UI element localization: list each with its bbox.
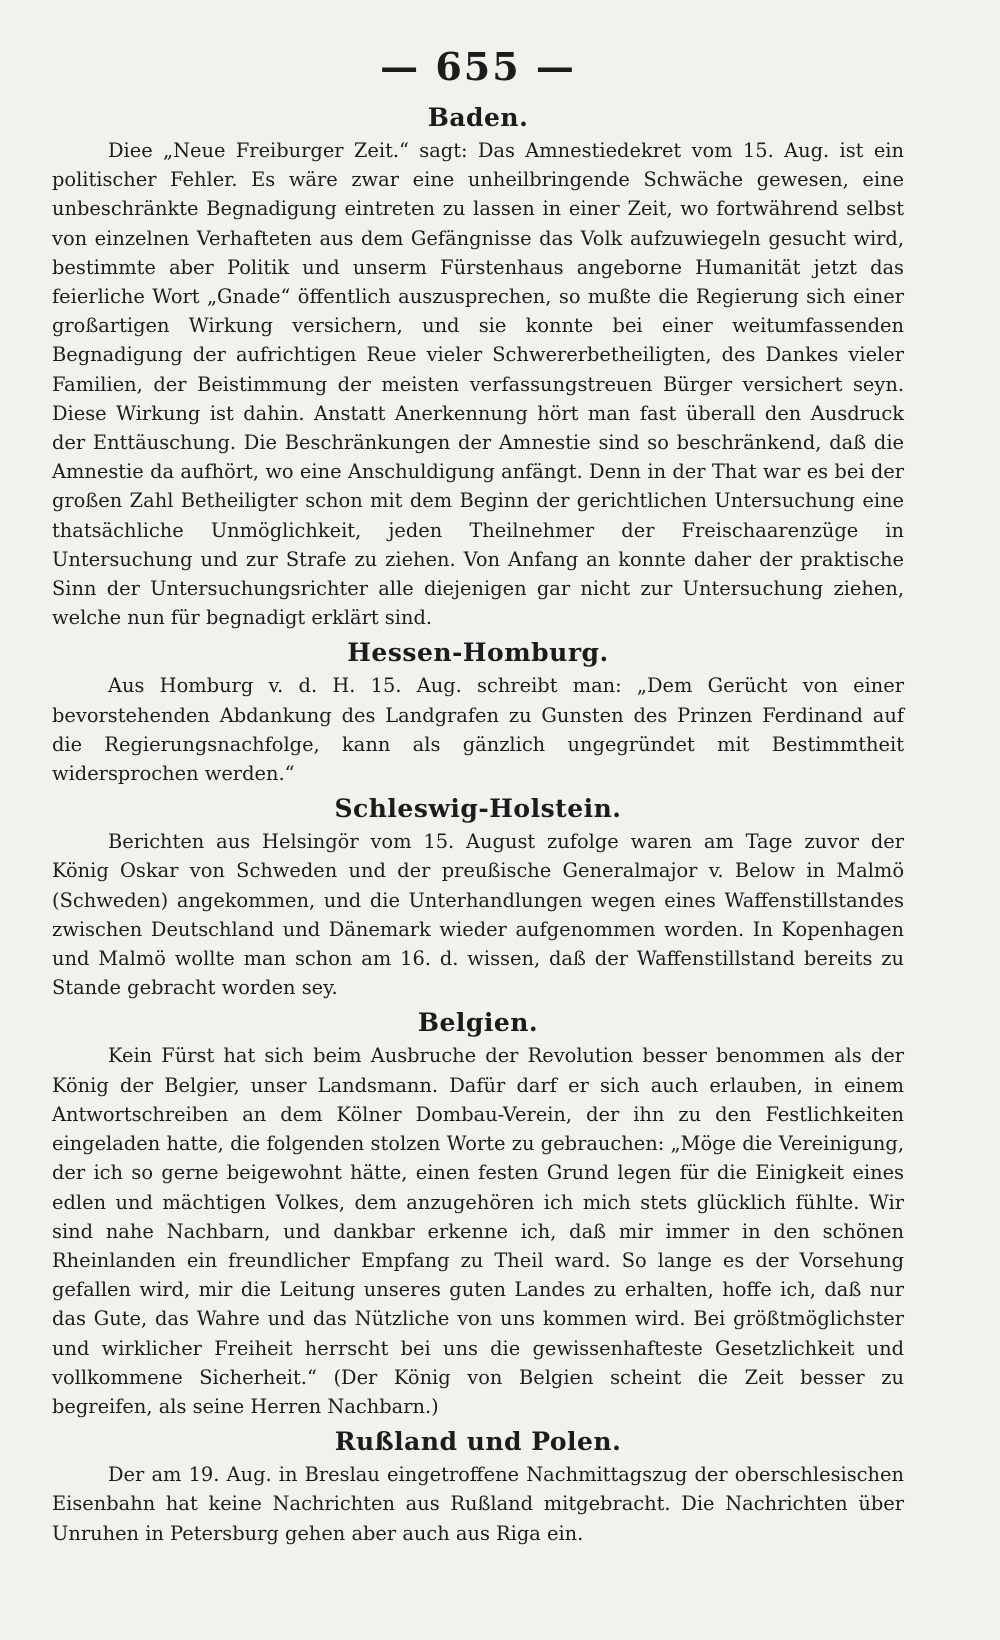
article-paragraph: Der am 19. Aug. in Breslau eingetroffene Nachmittagszug der oberschlesischen Eisenbahn hat keine Nachrichten aus Rußland mitgebracht. Die Nachrichten über Unruhen in Petersburg gehen aber auch aus Riga ein.	[52, 1463, 904, 1545]
article-paragraph: Kein Fürst hat sich beim Ausbruche der Revolution besser benommen als der König der Belgier, unser Landsmann. Dafür darf er sich auch erlauben, in einem Antwortschreiben an dem Kölner Dombau-Verein, der ihn zu den Festlichkeiten eingeladen hatte, die folgenden stolzen Worte zu gebrauchen: „Möge die Vereinigung, der ich so gerne beigewohnt hätte, einen festen Grund legen für die Einigkeit eines edlen und mächtigen Volkes, dem anzugehören ich mich stets glücklich fühlte. Wir sind nahe Nachbarn, und dankbar erkenne ich, daß mir immer in den schönen Rheinlanden ein freundlicher Empfang zu Theil ward. So lange es der Vorsehung gefallen wird, mir die Leitung unseres guten Landes zu erhalten, hoffe ich, daß nur das Gute, das Wahre und das Nützliche von uns kommen wird. Bei größtmöglichster und wirklicher Freiheit herrscht bei uns die gewissenhafteste Gesetzlichkeit und vollkommene Sicherheit.“ (Der König von Belgien scheint die Zeit besser zu begreifen, als seine Herren Nachbarn.)	[52, 1044, 904, 1418]
section-title-baden: Baden.	[427, 103, 529, 132]
page-number: — 655 —	[380, 44, 576, 89]
section-title-russland-polen: Rußland und Polen.	[334, 1427, 622, 1457]
article-paragraph: Berichten aus Helsingör vom 15. August zufolge waren am Tage zuvor der König Oskar von Schweden und der preußische Generalmajor v. Below in Malmö (Schweden) angekommen, und die Unterhandlungen wegen eines Waffenstillstandes zwischen Deutschland und Dänemark wieder aufgenommen worden. In Kopenhagen und Malmö wollte man schon am 16. d. wissen, daß der Waffenstillstand bereits zu Stande gebracht worden sey.	[52, 830, 904, 1000]
section-baden	[52, 103, 904, 632]
section-belgien	[52, 1008, 904, 1421]
section-title-belgien: Belgien.	[417, 1008, 539, 1038]
section-title-schleswig-holstein: Schleswig-Holstein.	[334, 794, 622, 824]
section-hessen-homburg	[52, 638, 904, 788]
section-schleswig-holstein	[52, 794, 904, 1002]
section-title-hessen-homburg: Hessen-Homburg.	[347, 638, 609, 668]
article-paragraph: Aus Homburg v. d. H. 15. Aug. schreibt man: „Dem Gerücht von einer bevorstehenden Abdankung des Landgrafen zu Gunsten des Prinzen Ferdinand auf die Regierungsnachfolge, kann als gänzlich ungegründet mit Bestimmtheit widersprochen werden.“	[52, 674, 904, 786]
section-russland-polen	[52, 1427, 904, 1548]
article-paragraph: Diee „Neue Freiburger Zeit.“ sagt: Das Amnestiedekret vom 15. Aug. ist ein politischer Fehler. Es wäre zwar eine unheilbringende Schwäche gewesen, eine unbeschränkte Begnadigung eintreten zu lassen in einer Zeit, wo fortwährend selbst von einzelnen Verhafteten aus dem Gefängnisse das Volk aufzuwiegeln gesucht wird, bestimmte aber Politik und unserm Fürstenhaus angeborne Humanität jetzt das feierliche Wort „Gnade“ öffentlich auszusprechen, so mußte die Regierung sich einer großartigen Wirkung versichern, und sie konnte bei einer weitumfassenden Begnadigung der aufrichtigen Reue vieler Schwererbetheiligten, des Dankes vieler Familien, der Beistimmung der meisten verfassungstreuen Bürger versichert seyn. Diese Wirkung ist dahin. Anstatt Anerkennung hört man fast überall den Ausdruck der Enttäuschung. Die Beschränkungen der Amnestie sind so beschränkend, daß die Amnestie da aufhört, wo eine Anschuldigung anfängt. Denn in der That war es bei der großen Zahl Betheiligter schon mit dem Beginn der gerichtlichen Untersuchung eine thatsächliche Unmöglichkeit, jeden Theilnehmer der Freischaarenzüge in Untersuchung und zur Strafe zu ziehen. Von Anfang an konnte daher der praktische Sinn der Untersuchungsrichter alle diejenigen gar nicht zur Untersuchung ziehen, welche nun für begnadigt erklärt sind.	[52, 139, 904, 630]
